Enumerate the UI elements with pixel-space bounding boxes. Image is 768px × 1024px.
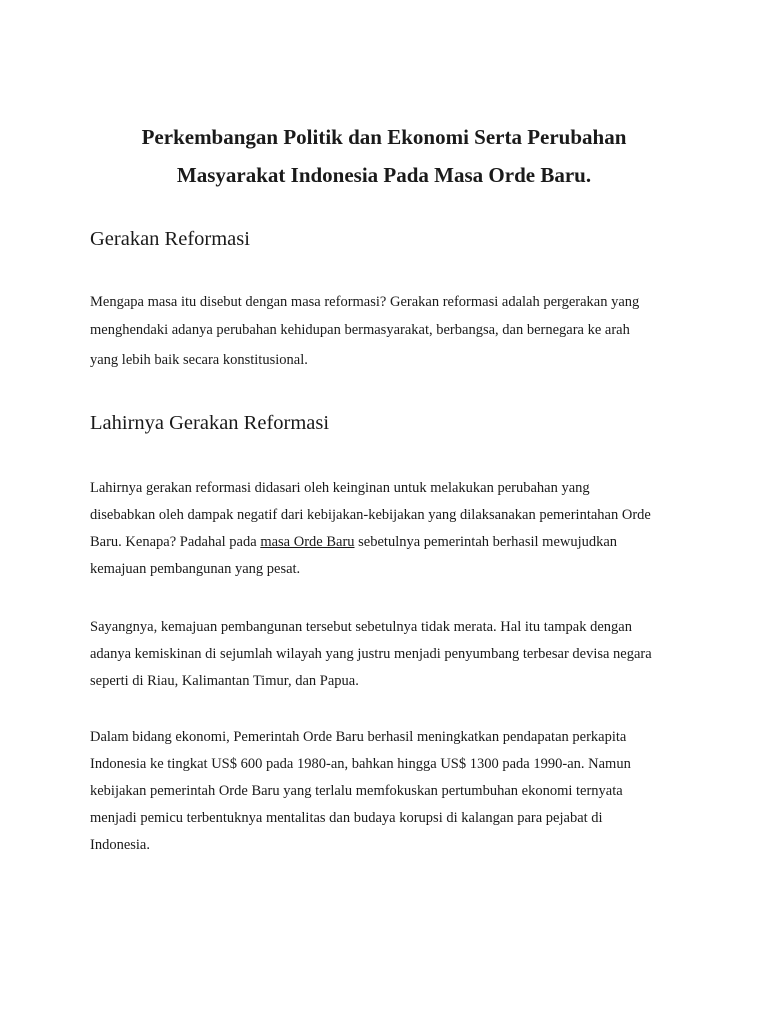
text-line: disebabkan oleh dampak negatif dari kebijakan-kebijakan yang dilaksanakan pemerintahan Orde (90, 507, 651, 523)
paragraph-gerakan-reformasi (90, 289, 690, 375)
text-line: menjadi pemicu terbentuknya mentalitas dan budaya korupsi di kalangan para pejabat di (90, 810, 603, 826)
text-line: Sayangnya, kemajuan pembangunan tersebut sebetulnya tidak merata. Hal itu tampak dengan (90, 619, 632, 635)
text-line: Lahirnya gerakan reformasi didasari oleh keinginan untuk melakukan perubahan yang (90, 480, 590, 496)
text-line: kemajuan pembangunan yang pesat. (90, 561, 301, 577)
text-line: Indonesia ke tingkat US$ 600 pada 1980-an, bahkan hingga US$ 1300 pada 1990-an. Namun (90, 756, 631, 772)
paragraph-lahirnya-2 (90, 614, 690, 695)
text-line: kebijakan pemerintah Orde Baru yang terlalu memfokuskan pertumbuhan ekonomi ternyata (90, 783, 623, 799)
title-line-1: Perkembangan Politik dan Ekonomi Serta Perubahan (141, 125, 627, 149)
text-segment: sebetulnya pemerintah berhasil mewujudkan (354, 534, 618, 550)
text-line: seperti di Riau, Kalimantan Timur, dan Papua. (90, 673, 359, 689)
text-line: Mengapa masa itu disebut dengan masa reformasi? Gerakan reformasi adalah pergerakan yang (90, 294, 640, 310)
text-line: Indonesia. (90, 837, 150, 853)
text-segment: Baru. Kenapa? Padahal pada (90, 534, 261, 550)
paragraph-lahirnya-1 (90, 475, 690, 583)
paragraph-lahirnya-3 (90, 724, 690, 859)
section-heading-lahirnya-gerakan-reformasi: Lahirnya Gerakan Reformasi (90, 412, 330, 434)
page-title (60, 118, 708, 194)
section-heading-gerakan-reformasi: Gerakan Reformasi (90, 228, 250, 250)
title-line-2: Masyarakat Indonesia Pada Masa Orde Baru. (176, 163, 592, 187)
masa-orde-baru-link[interactable]: masa Orde Baru (260, 534, 355, 550)
text-line: yang lebih baik secara konstitusional. (90, 352, 308, 368)
text-line (90, 529, 690, 556)
text-line: adanya kemiskinan di sejumlah wilayah yang justru menjadi penyumbang terbesar devisa negara (90, 646, 652, 662)
text-line: menghendaki adanya perubahan kehidupan bermasyarakat, berbangsa, dan bernegara ke arah (90, 321, 630, 338)
text-line: Dalam bidang ekonomi, Pemerintah Orde Baru berhasil meningkatkan pendapatan perkapita (90, 729, 627, 745)
